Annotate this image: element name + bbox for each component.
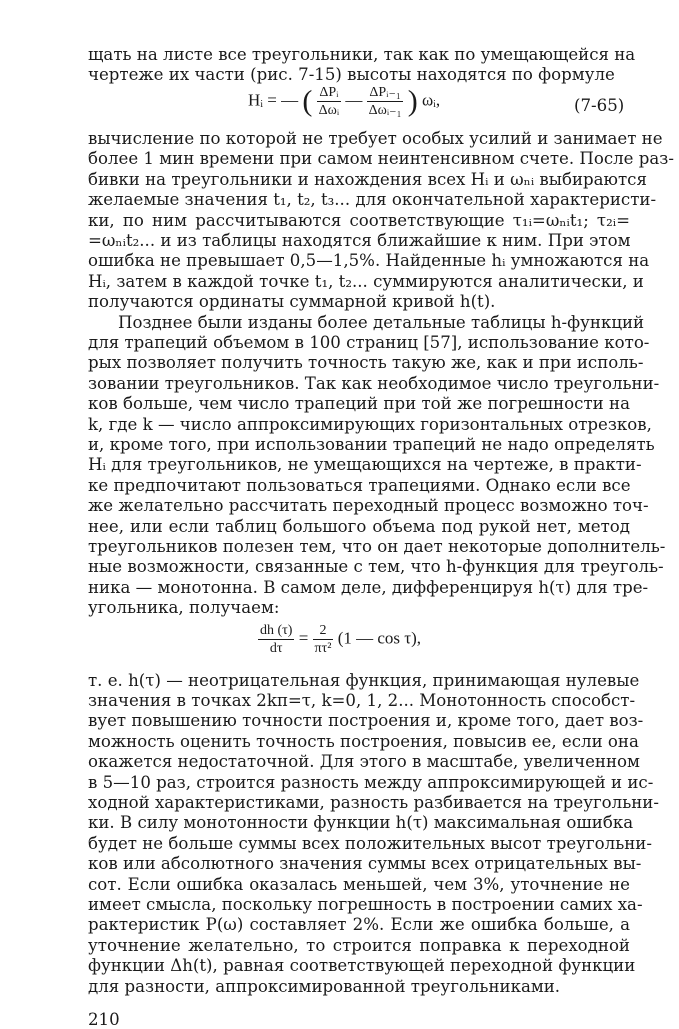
text-line: ке предпочитают пользоваться трапециями. Однако если все xyxy=(88,475,631,495)
text-line: Hᵢ для треугольников, не умещающихся на чертеже, в практи- xyxy=(88,455,642,475)
text-line: чертеже их части (рис. 7-15) высоты находятся по формуле xyxy=(88,65,615,85)
fraction xyxy=(258,622,294,657)
text-line: ков или абсолютного значения суммы всех отрицательных вы- xyxy=(88,854,642,874)
text-line: получаются ординаты суммарной кривой h(t). xyxy=(88,292,496,312)
text-line: бивки на треугольники и нахождения всех Hᵢ и ωₙᵢ выбираются xyxy=(88,169,647,189)
formula-tail: ωᵢ, xyxy=(421,90,441,110)
text-line: ходной характеристиками, разность разбивается на треугольни- xyxy=(88,793,659,812)
text-line: сот. Если ошибка оказалась меньшей, чем 3%, уточнение не xyxy=(88,874,630,894)
text-line: имеет смысла, поскольку погрешность в построении самих ха- xyxy=(88,895,643,914)
text-line: =ωₙᵢt₂... и из таблицы находятся ближайшие к ним. При этом xyxy=(88,231,631,250)
text-line: в 5—10 раз, строится разность между аппроксимирующей и ис- xyxy=(88,772,654,792)
formula-7-65 xyxy=(248,84,440,119)
text-line: уточнение желательно, то строится поправка к переходной xyxy=(88,935,630,955)
text-line: ошибка не превышает 0,5—1,5%. Найденные hᵢ умножаются на xyxy=(88,251,650,271)
text-line: же желательно рассчитать переходный процесс возможно точ- xyxy=(88,496,649,516)
text-line: и, кроме того, при использовании трапеций не надо определять xyxy=(88,435,655,454)
paren-close: ) xyxy=(407,84,418,118)
numerator: ΔPᵢ xyxy=(317,84,342,102)
text-line: Позднее были изданы более детальные таблицы h-функций xyxy=(118,312,645,332)
text-line: значения в точках 2kπ=τ, k=0, 1, 2... Монотонность способст- xyxy=(88,691,636,710)
numerator: ΔPᵢ₋₁ xyxy=(367,84,404,102)
text-line: окажется недостаточной. Для этого в масштабе, увеличенном xyxy=(88,752,640,772)
formula-minus: — xyxy=(345,90,363,110)
numerator: dh (τ) xyxy=(260,622,293,638)
text-line: зовании треугольников. Так как необходимое число треугольни- xyxy=(88,373,660,393)
text-line: вует повышению точности построения и, кроме того, дает воз- xyxy=(88,711,644,731)
text-line: треугольников полезен тем, что он дает некоторые дополнитель- xyxy=(88,537,666,556)
equation-number: (7-65) xyxy=(574,96,625,115)
text-line: щать на листе все треугольники, так как по умещающейся на xyxy=(88,45,636,64)
text-line: ков больше, чем число трапеций при той же погрешности на xyxy=(88,394,630,414)
text-line: k, где k — число аппроксимирующих горизонтальных отрезков, xyxy=(88,414,652,434)
fraction xyxy=(317,84,342,119)
text-line: желаемые значения t₁, t₂, t₃... для окончательной характеристи- xyxy=(88,190,657,210)
text-line: рых позволяет получить точность такую же, как и при исполь- xyxy=(88,353,644,373)
text-line: ные возможности, связанные с тем, что h-функция для треуголь- xyxy=(88,557,664,577)
formula-tail: (1 — cos τ), xyxy=(337,628,422,647)
fraction xyxy=(367,84,404,119)
text-line: ки. В силу монотонности функции h(τ) максимальная ошибка xyxy=(88,813,634,833)
text-line: будет не больше суммы всех положительных высот треугольни- xyxy=(88,833,652,853)
text-line: ки, по ним рассчитываются соответствующие τ₁ᵢ=ωₙᵢt₁; τ₂ᵢ= xyxy=(88,210,630,230)
paren-open: ( xyxy=(302,84,313,118)
text-line: угольника, получаем: xyxy=(88,598,280,618)
text-line: Hᵢ, затем в каждой точке t₁, t₂... суммируются аналитически, и xyxy=(88,271,644,291)
text-line: можность оценить точность построения, повысив ее, если она xyxy=(88,731,639,751)
text-line: ника — монотонна. В самом деле, дифференцируя h(τ) для тре- xyxy=(88,577,649,597)
text-line: для разности, аппроксимированной треугольниками. xyxy=(88,976,561,996)
denominator: Δωᵢ₋₁ xyxy=(368,103,402,118)
text-line: вычисление по которой не требует особых усилий и занимает не xyxy=(88,129,663,148)
fraction xyxy=(313,622,334,657)
text-line: функции Δh(t), равная соответствующей переходной функции xyxy=(88,956,636,976)
denominator: dτ xyxy=(269,640,283,656)
text-line: рактеристик P(ω) составляет 2%. Если же ошибка больше, а xyxy=(88,915,630,935)
denominator: Δωᵢ xyxy=(318,103,340,118)
formula-lhs: Hᵢ = — xyxy=(248,90,299,110)
denominator: πτ² xyxy=(314,640,332,656)
numerator: 2 xyxy=(313,622,334,640)
formula-derivative xyxy=(258,622,421,657)
page-number: 210 xyxy=(88,1010,120,1029)
formula-equals: = xyxy=(298,628,309,647)
text-line: более 1 мин времени при самом неинтенсивном счете. После раз- xyxy=(88,149,674,169)
text-line: нее, или если таблиц большого объема под рукой нет, метод xyxy=(88,516,630,536)
text-line: для трапеций объемом в 100 страниц [57], использование кото- xyxy=(88,333,650,352)
text-line: т. е. h(τ) — неотрицательная функция, принимающая нулевые xyxy=(88,670,640,690)
